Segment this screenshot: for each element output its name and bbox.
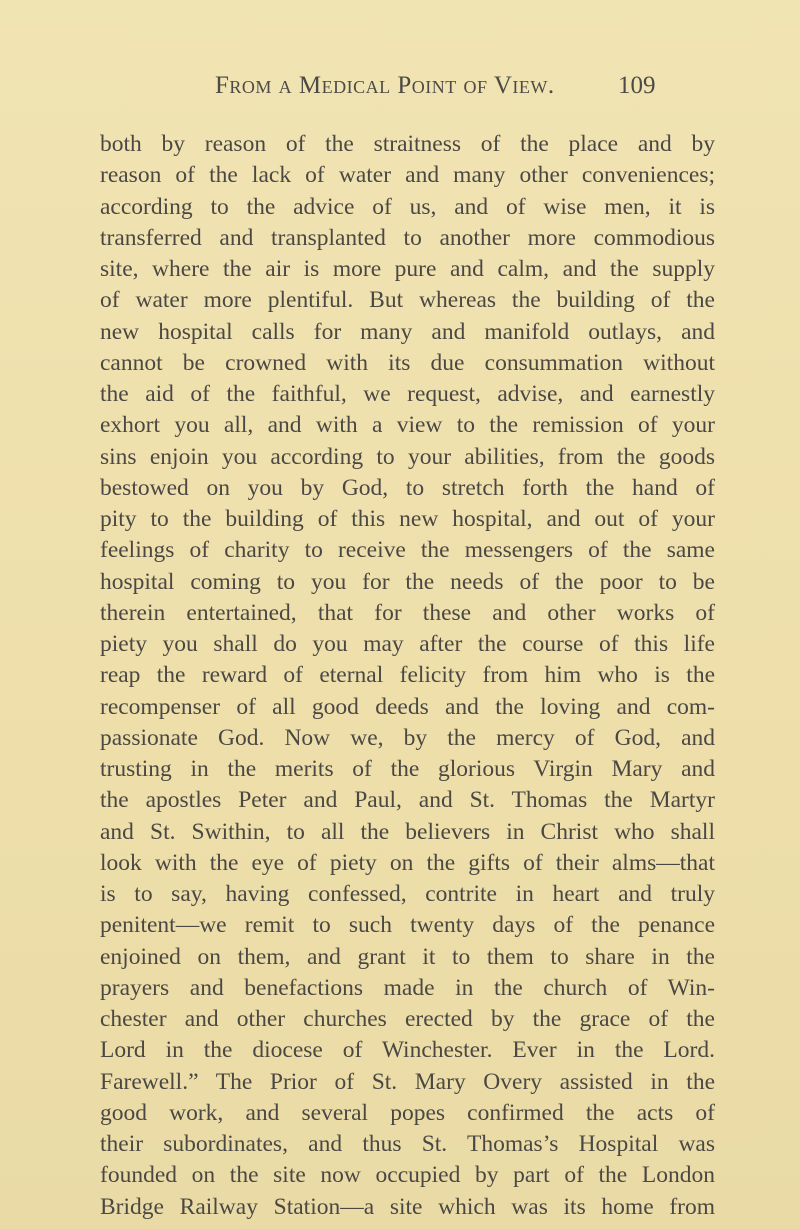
text-line: good work, and several popes confirmed the acts of: [100, 1099, 715, 1126]
text-line: founded on the site now occupied by part of the London: [100, 1162, 715, 1189]
text-line: look with the eye of piety on the gifts of their alms—that: [100, 849, 715, 876]
text-line: penitent—we remit to such twenty days of the penance: [100, 912, 715, 939]
text-line: therein entertained, that for these and other works of: [100, 599, 715, 626]
text-line: Lord in the diocese of Winchester. Ever in the Lord.: [100, 1037, 715, 1064]
text-line: the apostles Peter and Paul, and St. Thomas the Martyr: [100, 787, 715, 814]
text-line: feelings of charity to receive the messengers of the same: [100, 537, 715, 564]
text-line: hospital coming to you for the needs of the poor to be: [100, 568, 715, 595]
text-line: new hospital calls for many and manifold outlays, and: [100, 318, 715, 345]
text-line: their subordinates, and thus St. Thomas’s Hospital was: [100, 1131, 715, 1157]
text-line: and St. Swithin, to all the believers in Christ who shall: [100, 818, 715, 845]
text-line: according to the advice of us, and of wise men, it is: [100, 193, 715, 220]
text-line: sins enjoin you according to your abilities, from the goods: [100, 443, 715, 470]
text-line: piety you shall do you may after the course of this life: [100, 631, 715, 657]
text-line: passionate God. Now we, by the mercy of God, and: [100, 724, 715, 751]
text-line: of water more plentiful. But whereas the building of the: [100, 287, 715, 314]
text-line: Farewell.” The Prior of St. Mary Overy assisted in the: [100, 1068, 715, 1095]
text-line: bestowed on you by God, to stretch forth the hand of: [100, 474, 715, 501]
page-number: 109: [618, 72, 656, 99]
text-line: exhort you all, and with a view to the remission of your: [100, 412, 715, 439]
text-line: is to say, having confessed, contrite in heart and truly: [100, 881, 715, 907]
running-header: [0, 72, 800, 112]
text-line: Bridge Railway Station—a site which was its home from: [100, 1193, 715, 1220]
header-title: From a Medical Point of View.: [215, 72, 555, 99]
text-line: enjoined on them, and grant it to them to share in the: [100, 943, 715, 970]
text-line: trusting in the merits of the glorious Virgin Mary and: [100, 756, 715, 782]
text-line: prayers and benefactions made in the church of Win-: [100, 974, 715, 1001]
text-line: reason of the lack of water and many other conveniences;: [100, 162, 715, 189]
text-line: pity to the building of this new hospital, and out of your: [100, 506, 715, 532]
text-line: both by reason of the straitness of the place and by: [100, 131, 715, 157]
text-line: reap the reward of eternal felicity from him who is the: [100, 662, 715, 689]
body-text: [100, 129, 715, 1223]
text-line: the aid of the faithful, we request, advise, and earnestly: [100, 381, 715, 407]
text-line: recompenser of all good deeds and the loving and com-: [100, 693, 715, 720]
text-line: cannot be crowned with its due consummation without: [100, 349, 715, 376]
text-line: transferred and transplanted to another more commodious: [100, 224, 715, 251]
text-line: chester and other churches erected by the grace of the: [100, 1006, 715, 1032]
text-line: site, where the air is more pure and calm, and the supply: [100, 256, 715, 282]
